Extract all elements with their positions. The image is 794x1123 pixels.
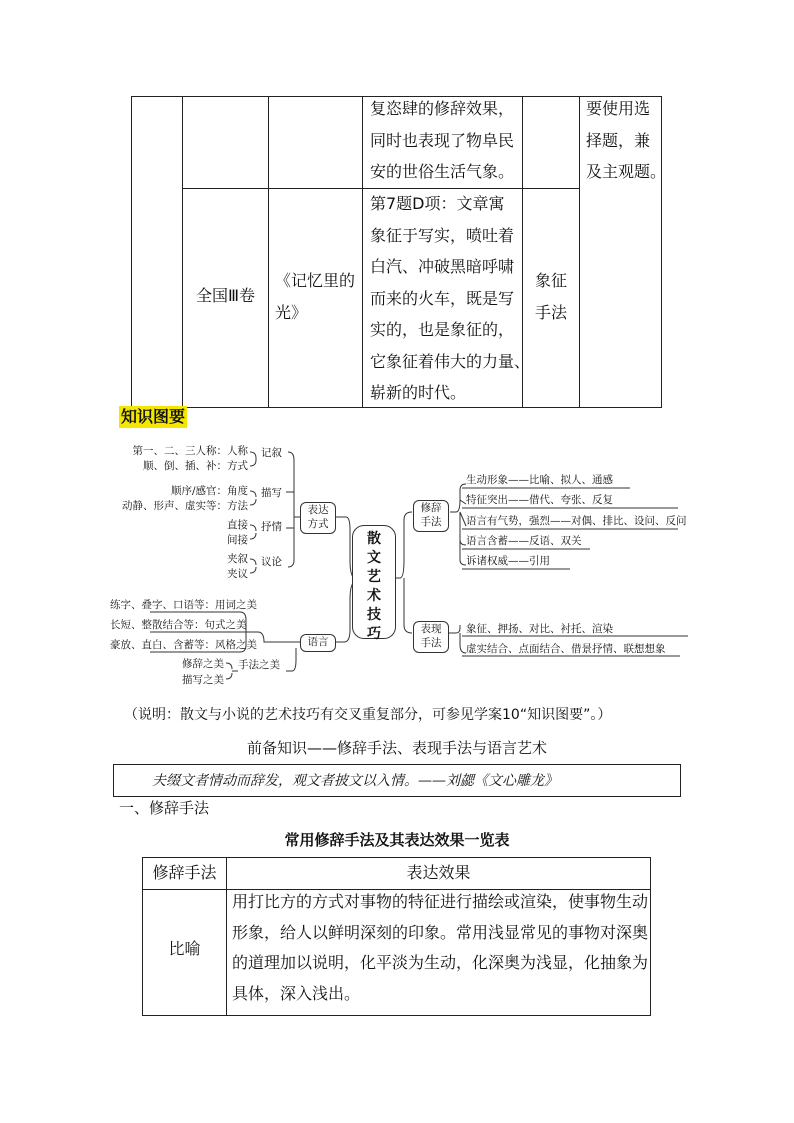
- text-line: 同时也表现了物阜民: [370, 130, 515, 150]
- section-heading: 前备知识——修辞手法、表现手法与语言艺术: [246, 739, 547, 757]
- text-line: 手法: [534, 302, 567, 322]
- rhetoric-item: 特征突出——借代、夸张、反复: [466, 494, 613, 506]
- center-char: 散: [367, 531, 381, 547]
- text-line: 白汽、冲破黑暗呼啸: [370, 257, 515, 276]
- box-line: 表现: [420, 623, 442, 635]
- text-line: 择题，兼: [586, 130, 651, 150]
- rhetoric-name: 比喻: [168, 939, 201, 958]
- argument-item: 夹议: [227, 568, 248, 580]
- text-line: 崭新的时代。: [370, 383, 467, 402]
- text-line: 象征: [534, 271, 567, 290]
- subsection-heading: 一、修辞手法: [119, 799, 210, 817]
- rhetoric-method-box: [413, 500, 449, 532]
- center-char: 巧: [367, 626, 381, 642]
- center-char: 艺: [367, 569, 381, 585]
- text-line: 第7题D项：文章寓: [370, 194, 505, 213]
- rhetoric-item: 语言含蓄——反语、双关: [466, 535, 582, 547]
- knowledge-map-heading: 知识图要: [121, 407, 186, 426]
- text-line: 的道理加以说明，化平淡为生动，化深奥为浅显，化抽象为: [232, 953, 649, 972]
- text-line: 它象征着伟大的力量、: [370, 351, 531, 371]
- language-box: 语言: [300, 634, 336, 652]
- lyric-label: 抒情: [261, 521, 282, 533]
- language-item: 长短、整散结合等：句式之美: [110, 619, 247, 631]
- technique-beauty-item: 修辞之美: [182, 658, 224, 670]
- box-line: 表达: [307, 504, 329, 516]
- text-line: 要使用选: [586, 99, 651, 118]
- table-title: 常用修辞手法及其表达效果一览表: [284, 831, 510, 849]
- header-rhetoric: 修辞手法: [152, 863, 217, 882]
- expression-method-box: [300, 502, 336, 534]
- explanation-note: （说明：散文与小说的艺术技巧有交叉重复部分，可参见学案10“知识图要”。）: [124, 707, 612, 723]
- text-line: 而来的火车，既是写: [370, 288, 515, 308]
- quote-text: 夫缀文者情动而辞发，观文者披文以入情。——刘勰《文心雕龙》: [152, 773, 558, 789]
- text-line: 及主观题。: [586, 162, 667, 181]
- technique-beauty-item: 描写之美: [182, 674, 224, 686]
- center-char: 文: [367, 550, 381, 566]
- box-line: 修辞: [420, 502, 442, 514]
- rhetoric-item: 语言有气势，强烈——对偶、排比、设问、反问: [466, 515, 687, 527]
- expression-technique-box: [413, 621, 449, 653]
- argument-item: 夹叙: [227, 553, 248, 565]
- text-line: 用打比方的方式对事物的特征进行描绘或渲染，使事物生动: [232, 892, 649, 911]
- rhetoric-item: 生动形象——比喻、拟人、通感: [466, 474, 613, 486]
- box-line: 方式: [307, 518, 329, 530]
- header-effect: 表达效果: [406, 863, 471, 882]
- text-line: 复恣肆的修辞效果，: [370, 99, 515, 118]
- text-line: 象征于写实，喷吐着: [370, 225, 515, 245]
- description-item: 顺序/感官：角度: [170, 485, 248, 497]
- text-line: 安的世俗生活气象。: [370, 162, 515, 181]
- text-line: 形象，给人以鲜明深刻的印象。常用浅显常见的事物对深奥: [232, 922, 649, 942]
- narration-item: 顺、倒、插、补：方式: [143, 460, 248, 472]
- lyric-item: 直接: [227, 519, 248, 531]
- argument-label: 议论: [261, 556, 282, 568]
- exam-name: 全国Ⅲ卷: [195, 286, 256, 305]
- language-item: 练字、叠字、口语等：用词之美: [110, 599, 257, 611]
- description-item: 动静、形声、虚实等：方法: [122, 500, 248, 512]
- expression-item: 象征、押扬、对比、衬托、渲染: [466, 623, 613, 635]
- box-line: 手法: [420, 516, 442, 528]
- rhetoric-effect: [232, 887, 648, 1009]
- center-char: 技: [367, 607, 381, 623]
- center-char: 术: [367, 588, 381, 604]
- box-line: 手法: [420, 637, 442, 649]
- lyric-item: 间接: [227, 534, 248, 546]
- narration-item: 第一、二、三人称：人称: [132, 445, 248, 457]
- text-line: 具体，深入浅出。: [232, 983, 361, 1003]
- center-topic-box: [352, 525, 396, 642]
- rhetoric-item: 诉诸权威——引用: [466, 555, 550, 567]
- narration-label: 记叙: [261, 447, 282, 459]
- technique-beauty-label: 手法之美: [238, 659, 280, 671]
- text-line: 光》: [275, 302, 308, 322]
- expression-item: 虚实结合、点面结合、借景抒情、联想想象: [466, 643, 666, 655]
- text-line: 《记忆里的: [275, 271, 356, 290]
- language-item: 豪放、直白、含蓄等：风格之美: [110, 639, 257, 651]
- text-line: 实的，也是象征的，: [370, 320, 515, 339]
- description-label: 描写: [261, 487, 282, 499]
